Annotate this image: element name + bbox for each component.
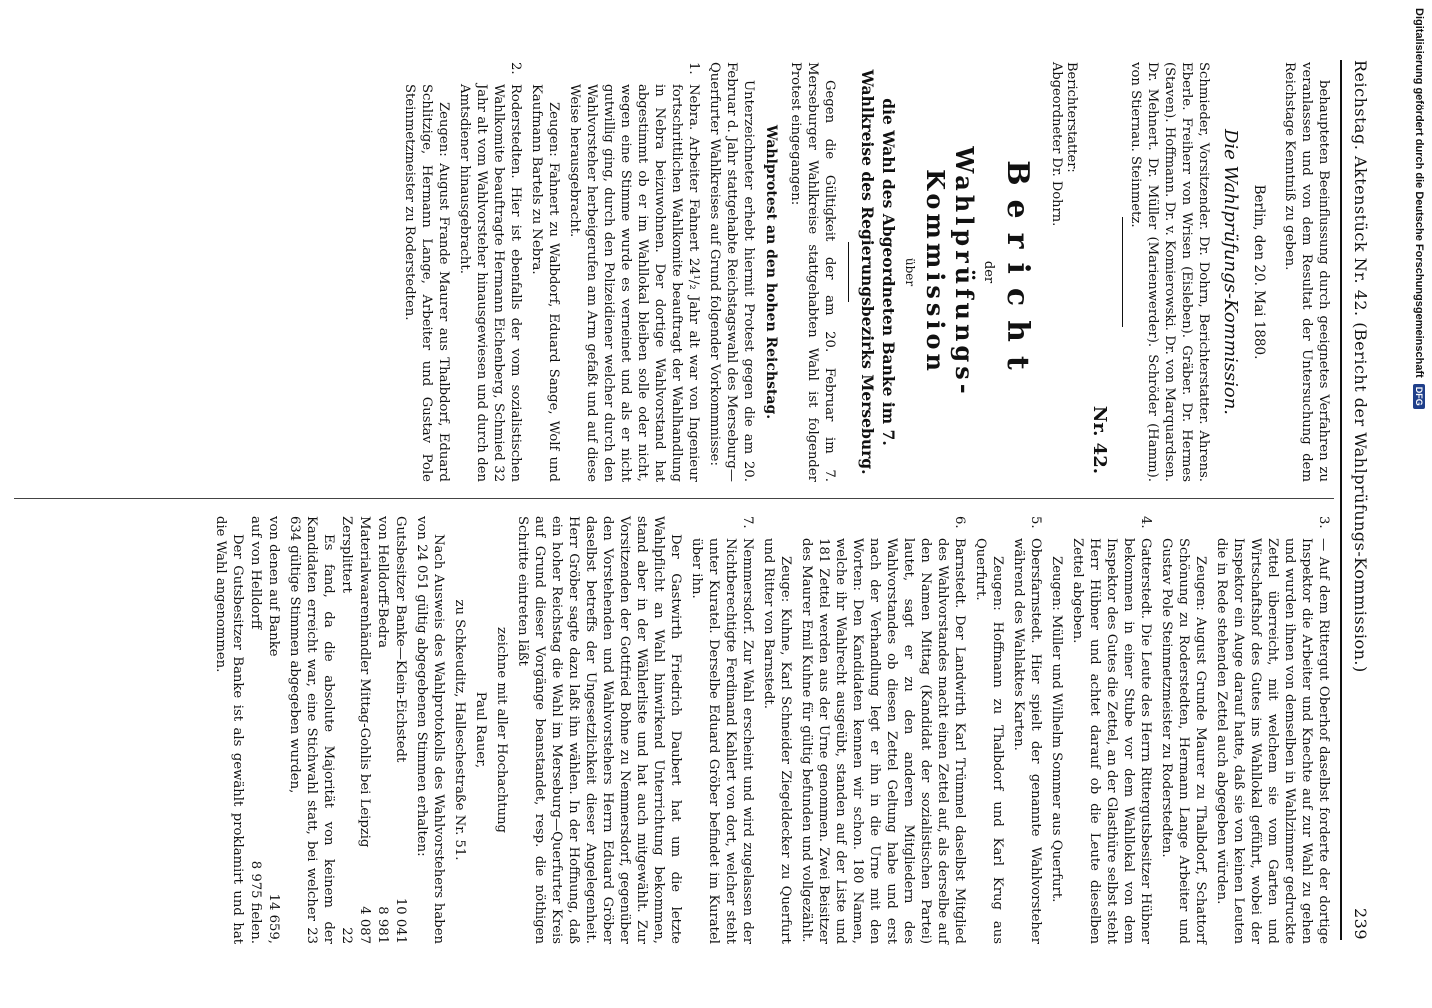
tally-label: Gutsbesitzer Banke—Klein-Eichstedt: [393, 516, 408, 763]
item-text: Nebra. Arbeiter Fahnert 24¹/₂ Jahr alt war von Ingenieur fortschrittlichen Wahlkomite beauftragt der Wahlhandlung in Nebra beizuwohnen. Der dortige Wahlvorstand hat abgestimmt ob er im Wahllokal bleiben solle oder nicht, wegen eine Stimme wurde es verneinet und als er nicht gutwillig ging, durch den Polizeidiener welcher durch den Wahlvorsteher herbeigerufen am Arm gefaßt und auf diese Weise herausgebracht.: [567, 84, 701, 482]
header-title: Reichstag. Aktenstück Nr. 42. (Bericht der Wahlprüfungs-Kommission.): [1351, 60, 1371, 673]
column-divider: [14, 498, 1334, 499]
tally-value: 8 975 fielen.: [248, 860, 263, 944]
title-subject: die Wahl des Abgeordneten Banke im 7. Wahlkreise des Regierungsbezirks Merseburg.: [858, 69, 898, 475]
item-text: Roderstedten. Hier ist ebenfalls der vom sozialistischen Wahlkomite beauftragte Hermann Eichenberg, Schmied 32 Jahr alt vom Wahlvorsteher hinausgewiesen und durch den Amtsdiener hinausgebracht.: [457, 84, 523, 482]
protest-item: [524, 62, 702, 482]
protest-item: [756, 516, 968, 944]
right-column: [208, 516, 1332, 944]
runoff-tally: [246, 516, 282, 944]
tally-row: [264, 516, 282, 944]
item-number: 7.: [740, 516, 755, 529]
item-witness: Zeugen: Hoffmann zu Thalbdorf und Karl Krug aus Querfurt.: [973, 538, 1005, 944]
item-text: Nemmersdorf. Zur Wahl erscheint und wird zugelassen der Nichtberechtigte Ferdinand Kahlert von dort, welcher steht unter Kuratel. Derselbe Eduard Gröber befindet im Kuratel über ihn.: [689, 538, 755, 944]
vote-tally: [337, 516, 409, 944]
tally-row: [355, 516, 373, 944]
item-text: — Auf dem Rittergut Oberhof daselbst forderte der dortige Inspektor die Arbeiter und Knechte auf zur Wahl zu gehen und wurden ihnen von demselben in Wahlzimmer gedruckte Zettel überreicht, mit welchem sie vom Garten und Wirtschaftshof des Gutes ins Wahllokal geführt, wobei der Inspektor ein Auge darauf hatte, daß sie von keinen Leuten die in Rede stehenden Zettel auch abgegeben würden.: [1214, 538, 1331, 944]
protest-heading: Wahlprotest an den hohen Reichstag.: [763, 124, 779, 420]
date-line: Berlin, den 20. Mai 1880.: [1251, 184, 1267, 360]
tally-row: [337, 516, 355, 944]
item-witness: Zeugen: Fahnert zu Walbdorf, Eduard Sange, Wolf und Kaufmann Bartels zu Nebra.: [529, 84, 561, 482]
paragraph: Es fand, da die absolute Majorität von keinem der Kandidaten erreicht war, eine Stichwahl statt, bei welcher 23 634 gültige Stimmen abgegeben wurden,: [287, 516, 336, 944]
tally-value: 8 981: [375, 906, 390, 944]
closing-line: zeichne mit aller Hochachtung: [494, 627, 509, 833]
item-number: 4.: [1138, 516, 1153, 529]
item-witness: Zeuge: Kuhne, Karl Schneider Ziegeldecker zu Querfurt und Ritter von Barnstedt.: [761, 538, 793, 944]
title-commission: Wahlprüfungs-Kommission: [921, 146, 979, 398]
item-number: 3.: [1316, 516, 1331, 529]
item-text: Obersfarnstedt. Hier spielt der genannte Wahlvorsteher während des Wahlaktes Karten.: [1011, 538, 1043, 944]
protest-intro: Unterzeichneter erhebt hiermit Protest gegen die am 20. Februar d. Jahr stattgehabte Reichstagswahl des Merseburg—Querfurter Wahlkreises auf Grund folgender Vorkommnisse:: [707, 62, 756, 482]
item-number: 1.: [686, 62, 701, 75]
item-witness: Zeugen: August Frande Maurer aus Thalbdorf, Eduard Schlitzige, Hermann Lange, Arbeiter und Gustav Pole Steinmetzmeister zu Roderstedten.: [402, 84, 451, 482]
commission-members: Schmieder, Vorsitzender. Dr. Dohrn, Berichterstatter. Ahrens. Eberle. Freiherr von Wrisen (Eisleben). Gräber. Dr. Hermes (Staven). Hoffmann. Dr. v. Komierowski. Dr. von Marquardsen. Dr. Mehnert. Dr. Müller (Marienwerder). Schröder (Hamm). von Stiernau. Steinmetz.: [1128, 62, 1211, 482]
tally-value: 10 041: [393, 897, 408, 944]
reporter-name: Abgeordneter Dr. Dohrn.: [1049, 62, 1064, 227]
tally-value: 22: [339, 927, 354, 944]
title-bericht: Bericht: [1000, 160, 1035, 384]
footer-text: Digitalisierung gefördert durch die Deutsche Forschungsgemeinschaft: [1413, 8, 1426, 378]
intro-continuation: behaupteten Beeinflussung durch geeignetes Verfahren zu veranlassen und von dem Resultat der Untersuchung dem Reichstage Kenntniß zu geben.: [1282, 62, 1331, 482]
commission-title: Die Wahlprüfungs-Kommission.: [1220, 128, 1241, 416]
running-header: [1346, 60, 1376, 940]
dfg-logo: DFG: [1414, 384, 1426, 409]
reporter-label: Berichterstatter:: [1064, 62, 1079, 173]
tally-label: Materialwaarenhändler Mittag-Gohlis bei Leipzig: [357, 516, 372, 848]
item-number: 5.: [1028, 516, 1043, 529]
title-der: der: [981, 260, 996, 284]
item-text: Barnstedt. Der Landwirth Karl Trümmel daselbst Mitglied des Wahlvorstandes macht einen Zettel auf, als derselbe auf den Namen Mittag (Kandidat der sozialistischen Partei) lautet, sagt er zu den anderen Mitgliedern des Wahlvorstandes ob diesen Zettel Geltung habe und erst nach der Verhandlung legt er ihn in die Urne mit den Worten: Den Kandidaten kennen wir schon. 180 Namen, welche ihr Wahlrecht ausgeübt, standen auf der Liste und 181 Zettel werden aus der Urne genommen. Zwei Beisitzer des Maurer Emil Kuhne für gültig befunden und vollgezählt.: [799, 538, 967, 944]
separator-rule: [848, 242, 849, 302]
paragraph: Der Gutsbesitzer Banke ist als gewählt proklamirt und hat die Wahl angenommen.: [213, 516, 245, 944]
footer-text-row: [1407, 0, 1432, 1008]
paragraph: Der Gastwirth Friedrich Daubert hat um die letzte Wahlpflicht an Wahl hinwirkend Unterrichtung bekommen, stand aber in der Wählerliste und hat auch mitgewählt. Zur Vorsitzenden der Gottfried Bohne zu Nemmersdorf, gegenüber den Vorstehenden und Wahlvorstehers Herrn Eduard Gröber daselbst betreffs der Ungesetzlichkeit dieser Angelegenheit. Herr Gröber sagte dazu laßt ihn wählen. In der Hoffnung, daß ein hoher Reichstag die Wahl im Merseburg—Querfurter Kreis auf Grund dieser Vorgänge beanstandet, resp. die nöthigen Schritte eintreten läßt: [515, 516, 683, 944]
tally-label: von denen auf Banke: [266, 516, 281, 657]
tally-label: auf von Helldorff: [248, 516, 263, 630]
paragraph: Nach Ausweis des Wahlprotokolls des Wahlvorstehers haben von 24 051 gültig abgegebenen Stimmen erhalten:: [414, 516, 446, 944]
document-number: Nr. 42.: [1089, 405, 1110, 474]
item-text: Gatterstedt. Die Leute des Herrn Rittergutsbesitzer Hübner bekommen in einer Stube vor dem Wahllokal von dem Inspektor des Gutes die Zettel, an der Glasthüre selbst steht Herr Hübner und achtet darauf ob die Leute dieselben Zettel abgeben.: [1070, 538, 1153, 944]
page-number: 239: [1351, 907, 1371, 940]
tally-row: [246, 516, 264, 944]
item-witness: Zeugen: August Grunde Maurer zu Thalbdorf, Schattorf Schönung zu Roderstedten, Hermann Lange Arbeiter und Gustav Pole Steinmetzmeister zu Roderstedten.: [1159, 538, 1208, 944]
protest-item: [968, 516, 1044, 944]
tally-row: [373, 516, 391, 944]
protest-item: [1044, 516, 1154, 944]
tally-label: Zersplittert: [339, 516, 354, 593]
sender-address: zu Schkeuditz, Halleschestraße Nr. 51.: [452, 599, 467, 861]
item-number: 2.: [508, 62, 523, 75]
sender-name: Paul Rauer,: [473, 691, 488, 769]
tally-row: [391, 516, 409, 944]
separator-rule: [1122, 217, 1123, 327]
header-rule: [1340, 60, 1342, 940]
protest-item: [397, 62, 524, 482]
title-ueber: über: [903, 257, 917, 287]
tally-label: von Helldorff-Bedra: [375, 516, 390, 648]
intro-paragraph: Gegen die Gültigkeit der am 20. Februar im 7. Merseburger Wahlkreise stattgehabten Wahl ist folgender Protest eingegangen:: [788, 62, 837, 482]
item-number: 6.: [952, 516, 967, 529]
protest-item: [1154, 516, 1332, 944]
left-column: [397, 62, 1332, 482]
funding-footer: [1407, 0, 1432, 1000]
protest-item: [684, 516, 756, 944]
tally-value: 14 659,: [266, 893, 281, 944]
tally-value: 4 087: [357, 906, 372, 944]
item-witness: Zeugen: Müller und Wilhelm Sommer aus Querfurt.: [1049, 556, 1064, 903]
